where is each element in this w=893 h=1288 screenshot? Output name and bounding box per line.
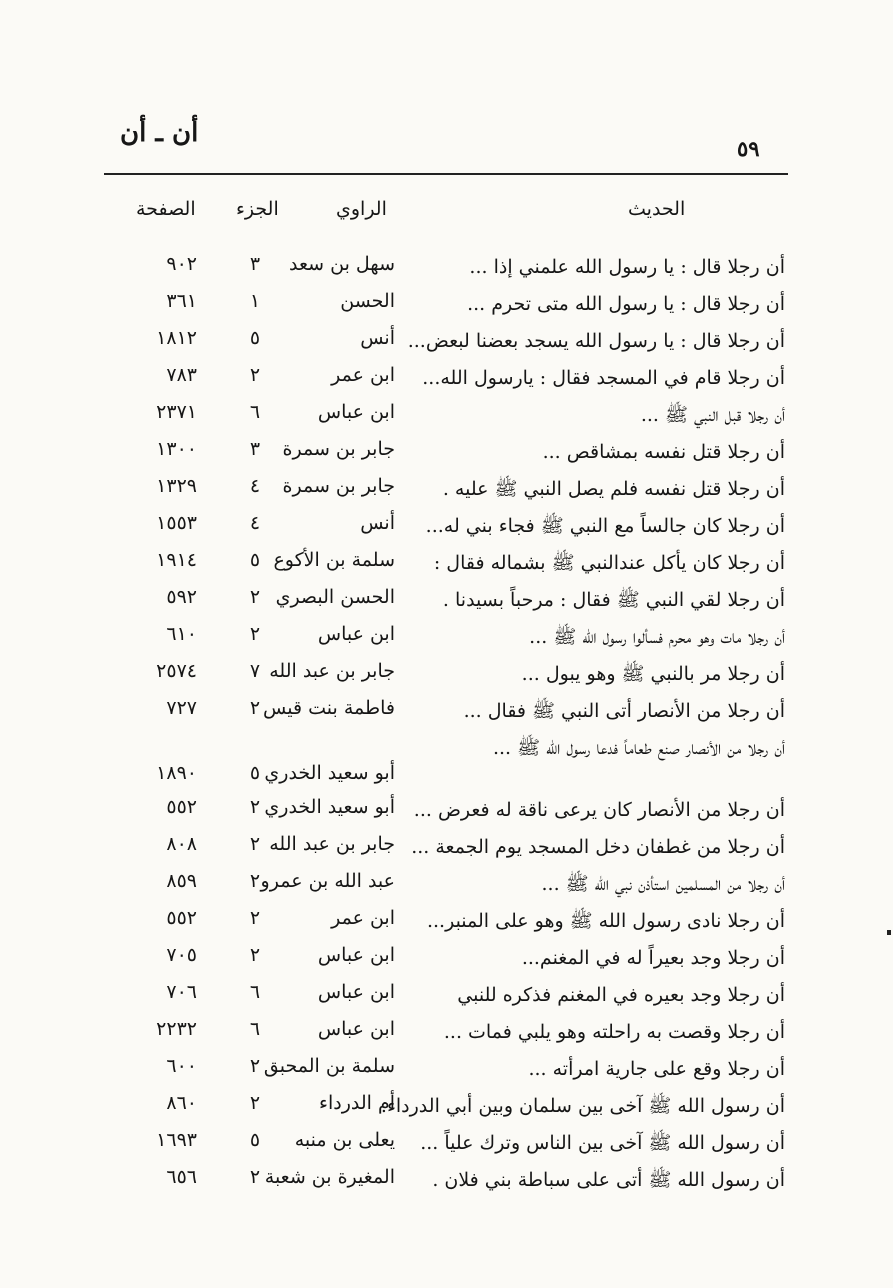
hadith-text-cell: أن رجلا مر بالنبي ﷺ وهو يبول ...: [521, 663, 785, 685]
page-cell: ١٥٥٣: [156, 512, 197, 534]
narrator-cell: جابر بن سمرة: [282, 475, 395, 497]
hadith-text-cell: أن رجلا من الأنصار كان يرعى ناقة له فعرض ...: [413, 799, 785, 821]
volume-cell: ٤: [249, 512, 261, 534]
volume-cell: ٣: [249, 253, 261, 275]
hadith-text-cell: أن رسول الله ﷺ أتى على سباطة بني فلان .: [432, 1169, 785, 1191]
volume-cell: ٢: [249, 1166, 261, 1188]
hadith-text-cell: أن رجلا كان يأكل عندالنبي ﷺ بشماله فقال :: [433, 552, 785, 574]
hadith-text-cell: أن رجلا من الأنصار أتى النبي ﷺ فقال ...: [463, 700, 785, 722]
table-row: [0, 1160, 893, 1197]
narrator-cell: فاطمة بنت قيس: [263, 697, 395, 719]
hadith-text-cell: أن رجلا قبل النبي ﷺ ...: [640, 404, 785, 426]
table-row: [0, 790, 893, 827]
page-cell: ٧٨٣: [166, 364, 197, 386]
volume-cell: ٥: [249, 549, 261, 571]
table-row: [0, 901, 893, 938]
volume-cell: ٢: [249, 697, 261, 719]
table-row: [0, 432, 893, 469]
narrator-cell: ابن عباس: [317, 1018, 395, 1040]
table-row: [0, 864, 893, 901]
table-row: [0, 543, 893, 580]
narrator-cell: سهل بن سعد: [289, 253, 395, 275]
page-cell: ١٩١٤: [156, 549, 197, 571]
narrator-cell: الحسن البصري: [275, 586, 395, 608]
page-cell: ١٣٠٠: [156, 438, 197, 460]
column-header-volume: الجزء: [236, 198, 279, 220]
table-row: [0, 827, 893, 864]
hadith-text-cell: أن رجلا قال : يا رسول الله علمني إذا ...: [469, 256, 785, 278]
volume-cell: ٢: [249, 1092, 261, 1114]
narrator-cell: ابن عباس: [317, 401, 395, 423]
volume-cell: ٢: [249, 1055, 261, 1077]
narrator-cell: ابن عباس: [317, 944, 395, 966]
page-cell: ٨٦٠: [166, 1092, 197, 1114]
table-row: [0, 728, 893, 790]
narrator-cell: جابر بن سمرة: [282, 438, 395, 460]
table-row: [0, 580, 893, 617]
table-row: [0, 691, 893, 728]
volume-cell: ٢: [249, 364, 261, 386]
narrator-cell: أبو سعيد الخدري: [264, 796, 395, 818]
scan-speck: [887, 930, 891, 935]
table-row: [0, 469, 893, 506]
narrator-cell: يعلى بن منبه: [294, 1129, 395, 1151]
table-row: [0, 1123, 893, 1160]
page-cell: ١٨٩٠: [156, 762, 197, 784]
volume-cell: ٧: [249, 660, 261, 682]
column-header-page: الصفحة: [136, 198, 196, 220]
hadith-text-cell: أن رجلا وجد بعيراً له في المغنم...: [521, 947, 785, 969]
table-row: [0, 1086, 893, 1123]
volume-cell: ٥: [249, 327, 261, 349]
narrator-cell: أنس: [360, 327, 395, 349]
page-cell: ١٦٩٣: [156, 1129, 197, 1151]
table-row: [0, 1012, 893, 1049]
hadith-text-cell: أن رسول الله ﷺ آخى بين الناس وترك علياً ...: [420, 1132, 785, 1154]
running-title: أن ـ أن: [120, 118, 199, 148]
hadith-text-cell: أن رجلا قال : يا رسول الله يسجد بعضنا لبعض...: [407, 330, 785, 352]
page-cell: ٩٠٢: [166, 253, 197, 275]
volume-cell: ٢: [249, 623, 261, 645]
table-row: [0, 247, 893, 284]
page-cell: ٥٩٢: [166, 586, 197, 608]
page-cell: ٨٠٨: [166, 833, 197, 855]
page-cell: ١٣٢٩: [156, 475, 197, 497]
narrator-cell: ابن عمر: [331, 364, 395, 386]
column-header-narrator: الراوي: [336, 198, 387, 220]
hadith-text-cell: أن رجلا وقع على جارية امرأته ...: [528, 1058, 785, 1080]
page-cell: ٦٠٠: [166, 1055, 197, 1077]
column-header-hadith: الحديث: [628, 198, 686, 220]
hadith-text-cell: أن رجلا من الأنصار صنع طعاماً فدعا رسول الله ﷺ ...: [492, 737, 785, 759]
hadith-text-cell: أن رجلا قال : يا رسول الله متى تحرم ...: [467, 293, 785, 315]
volume-cell: ١: [249, 290, 261, 312]
hadith-index-table: [0, 247, 893, 1197]
hadith-text-cell: أن رجلا قام في المسجد فقال : يارسول الله...: [422, 367, 785, 389]
narrator-cell: أنس: [360, 512, 395, 534]
table-row: [0, 975, 893, 1012]
page-cell: ٢٥٧٤: [156, 660, 197, 682]
page-cell: ٢٣٧١: [156, 401, 197, 423]
page-cell: ٦٥٦: [166, 1166, 197, 1188]
volume-cell: ٣: [249, 438, 261, 460]
page-cell: ٨٥٩: [166, 870, 197, 892]
volume-cell: ٤: [249, 475, 261, 497]
volume-cell: ٦: [249, 981, 261, 1003]
page-cell: ٥٥٢: [166, 796, 197, 818]
volume-cell: ٥: [249, 1129, 261, 1151]
page-cell: ٥٥٢: [166, 907, 197, 929]
hadith-text-cell: أن رجلا قتل نفسه بمشاقص ...: [542, 441, 785, 463]
hadith-text-cell: أن رجلا لقي النبي ﷺ فقال : مرحباً بسيدنا .: [442, 589, 785, 611]
page-cell: ٢٢٣٢: [156, 1018, 197, 1040]
narrator-cell: عبد الله بن عمرو: [260, 870, 395, 892]
hadith-text-cell: أن رجلا كان جالساً مع النبي ﷺ فجاء بني له...: [425, 515, 785, 537]
table-row: [0, 358, 893, 395]
hadith-text-cell: أن رجلا قتل نفسه فلم يصل النبي ﷺ عليه .: [442, 478, 785, 500]
narrator-cell: المغيرة بن شعبة: [264, 1166, 395, 1188]
table-row: [0, 617, 893, 654]
hadith-text-cell: أن رجلا وقصت به راحلته وهو يلبي فمات ...: [443, 1021, 785, 1043]
volume-cell: ٢: [249, 833, 261, 855]
volume-cell: ٦: [249, 401, 261, 423]
table-row: [0, 395, 893, 432]
hadith-text-cell: أن رسول الله ﷺ آخى بين سلمان وبين أبي الدرداء.: [380, 1095, 785, 1117]
page-number: ٥٩: [737, 136, 760, 161]
volume-cell: ٢: [249, 586, 261, 608]
page-cell: ٧٠٦: [166, 981, 197, 1003]
table-row: [0, 1049, 893, 1086]
table-row: [0, 654, 893, 691]
narrator-cell: أبو سعيد الخدري: [264, 762, 395, 784]
hadith-text-cell: أن رجلا وجد بعيره في المغنم فذكره للنبي: [457, 984, 785, 1006]
narrator-cell: جابر بن عبد الله: [269, 660, 395, 682]
volume-cell: ٢: [249, 907, 261, 929]
page-cell: ٦١٠: [166, 623, 197, 645]
narrator-cell: ابن عمر: [331, 907, 395, 929]
hadith-text-cell: أن رجلا نادى رسول الله ﷺ وهو على المنبر...: [426, 910, 785, 932]
volume-cell: ٢: [249, 870, 261, 892]
header-rule: [104, 173, 788, 175]
table-row: [0, 938, 893, 975]
narrator-cell: ابن عباس: [317, 981, 395, 1003]
hadith-text-cell: أن رجلا من المسلمين استأذن نبي الله ﷺ ...: [541, 873, 785, 895]
hadith-text-cell: أن رجلا مات وهو محرم فسألوا رسول الله ﷺ ...: [529, 626, 785, 648]
narrator-cell: جابر بن عبد الله: [269, 833, 395, 855]
page-cell: ٣٦١: [166, 290, 197, 312]
narrator-cell: ابن عباس: [317, 623, 395, 645]
volume-cell: ٢: [249, 944, 261, 966]
table-row: [0, 506, 893, 543]
hadith-text-cell: أن رجلا من غطفان دخل المسجد يوم الجمعة ...: [411, 836, 785, 858]
narrator-cell: أم الدرداء: [319, 1092, 395, 1114]
page-cell: ٧٢٧: [166, 697, 197, 719]
page-cell: ٧٠٥: [166, 944, 197, 966]
table-row: [0, 321, 893, 358]
page-cell: ١٨١٢: [156, 327, 197, 349]
narrator-cell: سلمة بن المحبق: [263, 1055, 395, 1077]
narrator-cell: الحسن: [340, 290, 395, 312]
volume-cell: ٢: [249, 796, 261, 818]
volume-cell: ٦: [249, 1018, 261, 1040]
volume-cell: ٥: [249, 762, 261, 784]
narrator-cell: سلمة بن الأكوع: [273, 549, 395, 571]
table-row: [0, 284, 893, 321]
